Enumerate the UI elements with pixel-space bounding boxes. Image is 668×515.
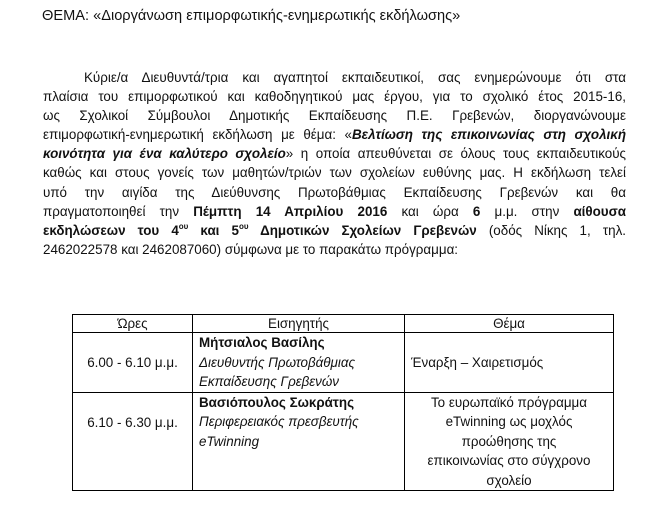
- ordinal-sup: ου: [238, 221, 249, 231]
- event-title-part: Βελτίωση της επικοινωνίας στη σχολική: [352, 127, 626, 143]
- time-cell: 6.00 - 6.10 μ.μ.: [73, 333, 193, 393]
- body-line: 2462022578 και 2462087060) σύμφωνα με το παρακάτω πρόγραμμα:: [43, 241, 459, 257]
- speaker-role: Εκπαίδευσης Γρεβενών: [199, 374, 339, 389]
- body-paragraph: [43, 68, 626, 259]
- speaker-role: Περιφερειακός πρεσβευτής: [199, 414, 359, 429]
- program-table: [72, 314, 614, 491]
- event-date: Πέμπτη 14 Απριλίου 2016: [193, 203, 388, 219]
- topic-line: επικοινωνίας στο σύγχρονο: [427, 453, 591, 468]
- speaker-name: Βασιόπουλος Σωκράτης: [199, 394, 355, 410]
- subject-line: ΘΕΜΑ: «Διοργάνωση επιμορφωτικής-ενημερωτικής εκδήλωσης»: [42, 8, 461, 24]
- body-text: » η οποία απευθύνεται σε όλους τους εκπαιδευτικούς: [285, 146, 626, 162]
- body-line: ως Σχολικοί Σύμβουλοι Δημοτικής Εκπαίδευσης Π.Ε. Γρεβενών, διοργανώνουμε: [43, 108, 626, 124]
- topic-line: προώθησης της: [461, 433, 557, 449]
- table-row: [73, 392, 614, 491]
- body-text: μ.μ. στην: [480, 203, 574, 219]
- body-text: πραγματοποιηθεί την: [43, 203, 194, 219]
- body-line: Κύριε/α Διευθυντά/τρια και αγαπητοί εκπαιδευτικοί, σας ενημερώνουμε ότι στα: [84, 70, 626, 85]
- topic-cell: [405, 392, 614, 491]
- ordinal-sup: ου: [178, 221, 189, 231]
- header-topic: Θέμα: [405, 315, 614, 333]
- body-line: [43, 144, 626, 163]
- header-speaker: Εισηγητής: [193, 315, 405, 333]
- body-text: επιμορφωτική-ενημερωτική εκδήλωση με θέμα: «: [43, 127, 352, 143]
- speaker-cell: [193, 392, 405, 491]
- header-time: Ώρες: [73, 315, 193, 333]
- event-title-part: κοινότητα για ένα καλύτερο σχολείο: [43, 146, 286, 162]
- topic-cell: Έναρξη – Χαιρετισμός: [405, 333, 614, 393]
- table-row: [73, 333, 614, 393]
- speaker-role: eTwinning: [199, 433, 260, 449]
- table-header-row: [73, 315, 614, 333]
- venue-part: εκδηλώσεων του $4^{o\upsilon}$ και $5^{o\upsilon}$ Δημοτικών Σχολείων Γρεβενών: [43, 221, 477, 238]
- body-line: πλαίσια του επιμορφωτικού και καθοδηγητικού μας έργου, για το σχολικό έτος 2015-16,: [43, 89, 626, 105]
- event-hour: 6: [472, 203, 481, 219]
- body-line: [43, 125, 626, 144]
- body-text: (οδός Νίκης 1, τηλ.: [476, 222, 626, 238]
- body-line: καθώς και στους γονείς των μαθητών/τριών των σχολείων ευθύνης μας. Η εκδήλωση τελεί: [43, 165, 626, 181]
- body-text: και ώρα: [387, 203, 473, 219]
- speaker-cell: [193, 333, 405, 393]
- speaker-role: Διευθυντής Πρωτοβάθμιας: [199, 354, 355, 370]
- body-line: [43, 202, 626, 221]
- topic-line: Το ευρωπαϊκό πρόγραμμα: [430, 394, 588, 410]
- speaker-name: Μήτσιαλος Βασίλης: [199, 335, 325, 350]
- body-line: υπό την αιγίδα της Διεύθυνσης Πρωτοβάθμιας Εκπαίδευσης Γρεβενών και θα: [43, 184, 626, 200]
- body-line: [43, 221, 626, 240]
- time-cell: 6.10 - 6.30 μ.μ.: [73, 392, 193, 491]
- topic-line: eTwinning ως μοχλός: [445, 414, 573, 429]
- topic-line: σχολείο: [486, 472, 532, 488]
- venue-part: αίθουσα: [573, 203, 626, 219]
